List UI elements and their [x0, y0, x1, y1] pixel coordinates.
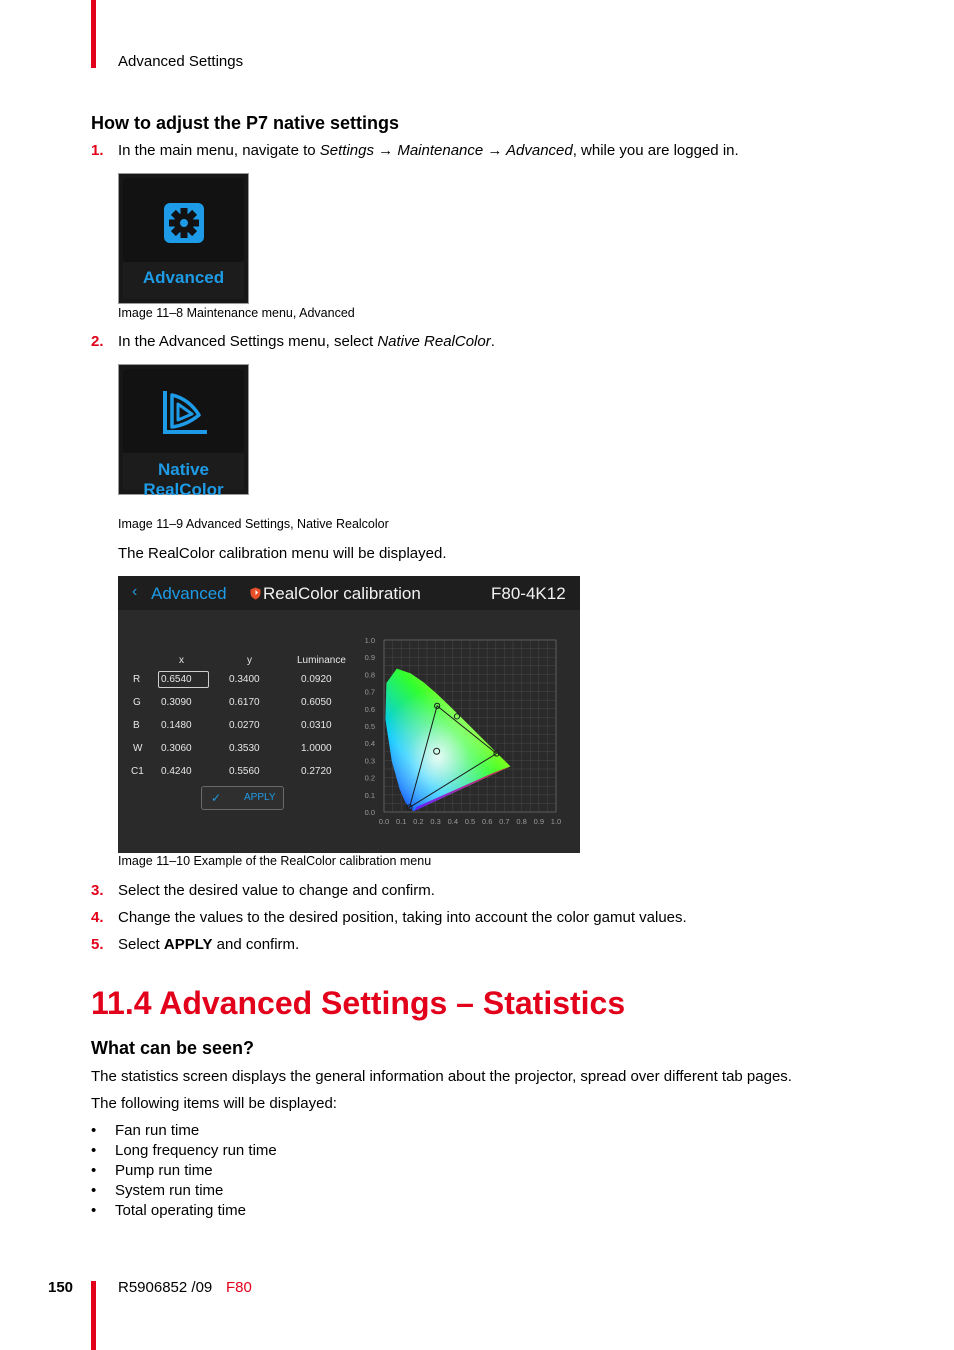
apply-label: APPLY	[244, 792, 276, 803]
value-cell-r-lum[interactable]: 0.0920	[301, 674, 332, 685]
y-tick-label: 0.0	[364, 808, 375, 817]
column-header-x: x	[179, 655, 184, 666]
paragraph: The following items will be displayed:	[91, 1095, 337, 1112]
y-tick-label: 0.1	[364, 790, 375, 800]
step-text: In the Advanced Settings menu, select Native RealColor.	[118, 333, 495, 350]
value-cell-w-y[interactable]: 0.3530	[229, 743, 260, 754]
y-tick-label: 0.7	[364, 687, 375, 697]
step-number: 1.	[91, 142, 104, 159]
value-cell-c1-x[interactable]: 0.4240	[161, 766, 192, 777]
step-text: Change the values to the desired position, taking into account the color gamut values.	[118, 909, 687, 926]
image-caption: Image 11–9 Advanced Settings, Native Realcolor	[118, 517, 389, 531]
x-tick-label: 0.4	[447, 817, 459, 826]
back-button[interactable]: Advanced	[151, 584, 227, 603]
document-number: R5906852 /09	[118, 1279, 213, 1296]
y-tick-label: 0.4	[364, 739, 375, 749]
value-cell-w-x[interactable]: 0.3060	[161, 743, 192, 754]
value-cell-r-x[interactable]: 0.6540	[158, 671, 209, 688]
projector-model: F80-4K12	[491, 584, 566, 603]
header-accent-bar	[91, 0, 96, 68]
x-tick-label: 0.7	[499, 817, 510, 826]
step-text: Select the desired value to change and confirm.	[118, 882, 435, 899]
footer-accent-bar	[91, 1281, 96, 1350]
y-tick-label: 0.9	[364, 653, 375, 663]
section-subtitle: What can be seen?	[91, 1038, 255, 1058]
column-header-luminance: Luminance	[297, 655, 346, 666]
x-tick-label: 0.3	[430, 817, 441, 826]
column-header-y: y	[247, 655, 252, 666]
x-tick-label: 1.0	[550, 817, 562, 826]
step-number: 3.	[91, 882, 104, 899]
step-number: 2.	[91, 333, 104, 350]
value-cell-c1-y[interactable]: 0.5560	[229, 766, 260, 777]
step-number: 5.	[91, 936, 104, 953]
value-cell-b-y[interactable]: 0.0270	[229, 720, 260, 731]
value-cell-g-x[interactable]: 0.3090	[161, 697, 192, 708]
step-text: Select APPLY and confirm.	[118, 936, 300, 953]
native-realcolor-icon	[159, 387, 209, 437]
page-number: 150	[48, 1279, 74, 1296]
running-header: Advanced Settings	[118, 53, 244, 70]
x-tick-label: 0.6	[481, 817, 493, 826]
image-caption: Image 11–10 Example of the RealColor calibration menu	[118, 854, 432, 868]
x-tick-label: 0.5	[464, 817, 476, 826]
tile-label-line1: Native	[157, 460, 210, 479]
row-label: W	[133, 743, 143, 754]
realcolor-calibration-screen	[118, 576, 580, 853]
row-label: B	[133, 720, 140, 731]
value-cell-w-lum[interactable]: 1.0000	[301, 743, 332, 754]
value-cell-b-lum[interactable]: 0.0310	[301, 720, 332, 731]
y-tick-label: 0.3	[364, 756, 375, 766]
procedure-title: How to adjust the P7 native settings	[91, 113, 400, 133]
paragraph: The statistics screen displays the general information about the projector, spread over different tab pages.	[91, 1068, 792, 1085]
row-label: C1	[131, 766, 144, 777]
tile-label-line2: RealColor	[143, 480, 224, 499]
shield-icon	[250, 587, 261, 600]
info-text: The RealColor calibration menu will be displayed.	[118, 545, 447, 562]
x-tick-label: 0.9	[533, 817, 545, 826]
menu-item-name: Native RealColor	[377, 333, 491, 350]
spectral-locus	[385, 669, 510, 812]
row-label: G	[133, 697, 141, 708]
screen-title: RealColor calibration	[263, 584, 421, 603]
checkmark-icon: ✓	[211, 791, 222, 805]
back-chevron-icon[interactable]: ‹	[132, 583, 138, 600]
y-tick-label: 0.8	[364, 670, 375, 680]
value-cell-b-x[interactable]: 0.1480	[161, 720, 192, 731]
x-tick-label: 0.8	[516, 817, 527, 826]
row-label: R	[133, 674, 141, 685]
y-tick-label: 0.6	[364, 704, 375, 714]
section-title: 11.4 Advanced Settings – Statistics	[91, 985, 626, 1021]
apply-button[interactable]	[201, 786, 284, 810]
product-model: F80	[226, 1279, 252, 1296]
value-cell-r-y[interactable]: 0.3400	[229, 674, 260, 685]
step-text: In the main menu, navigate to Settings → Maintenance → Advanced, while you are logged in.	[118, 142, 739, 159]
native-realcolor-tile[interactable]	[118, 364, 249, 499]
chromaticity-chart	[358, 632, 568, 832]
value-cell-c1-lum[interactable]: 0.2720	[301, 766, 332, 777]
x-tick-label: 0.2	[413, 817, 424, 826]
x-tick-label: 0.0	[378, 817, 390, 826]
advanced-tile[interactable]	[118, 173, 249, 304]
x-tick-label: 0.1	[395, 817, 407, 826]
image-caption: Image 11–8 Maintenance menu, Advanced	[118, 306, 355, 320]
value-cell-g-lum[interactable]: 0.6050	[301, 697, 332, 708]
apply-keyword: APPLY	[163, 936, 213, 953]
value-cell-g-y[interactable]: 0.6170	[229, 697, 260, 708]
tile-label: Advanced	[142, 268, 225, 287]
white-center-glow	[385, 669, 510, 812]
y-tick-label: 1.0	[364, 636, 375, 645]
step-number: 4.	[91, 909, 104, 926]
menu-path: Settings → Maintenance → Advanced	[319, 142, 573, 159]
y-tick-label: 0.5	[364, 722, 375, 731]
y-tick-label: 0.2	[364, 773, 375, 783]
gear-icon	[162, 201, 206, 245]
